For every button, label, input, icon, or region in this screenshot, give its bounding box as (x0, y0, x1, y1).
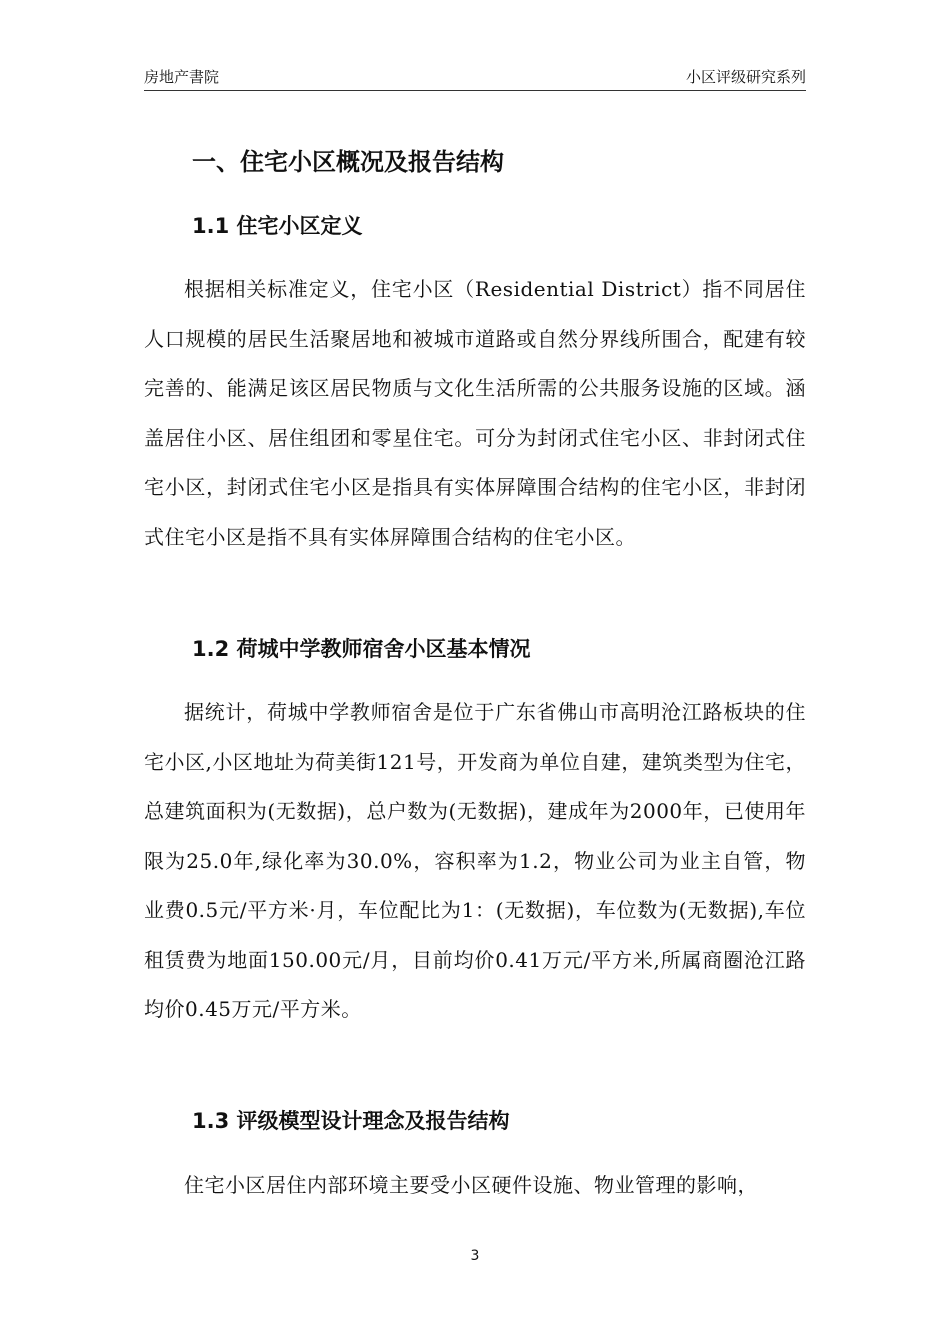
page-header (144, 64, 806, 91)
section-title: 一、住宅小区概况及报告结构 (192, 148, 504, 176)
page-number: 3 (470, 1248, 480, 1264)
paragraph-definition: 根据相关标准定义，住宅小区（Residential District）指不同居住人口规模的居民生活聚居地和被城市道路或自然分界线所围合，配建有较完善的、能满足该区居民物质与文化生活所需的公共服务设施的区域。涵盖居住小区、居住组团和零星住宅。可分为封闭式住宅小区、非封闭式住宅小区，封闭式住宅小区是指具有实体屏障围合结构的住宅小区，非封闭式住宅小区是指不具有实体屏障围合结构的住宅小区。 (144, 277, 806, 549)
subsection-title-basic-info: 1.2 荷城中学教师宿舍小区基本情况 (192, 637, 531, 661)
paragraph-basic-info: 据统计，荷城中学教师宿舍是位于广东省佛山市高明沧江路板块的住宅小区,小区地址为荷美街121号，开发商为单位自建，建筑类型为住宅，总建筑面积为(无数据)，总户数为(无数据)，建成年为2000年，已使用年限为25.0年,绿化率为30.0%，容积率为1.2，物业公司为业主自管，物业费0.5元/平方米·月，车位配比为1：(无数据)，车位数为(无数据),车位租赁费为地面150.00元/月，目前均价0.41万元/平方米,所属商圈沧江路均价0.45万元/平方米。 (144, 700, 806, 1021)
paragraph-model-design: 住宅小区居住内部环境主要受小区硬件设施、物业管理的影响， (184, 1173, 758, 1197)
subsection-title-definition: 1.1 住宅小区定义 (192, 214, 363, 238)
header-publisher: 房地产書院 (144, 68, 220, 86)
header-series-title: 小区评级研究系列 (685, 68, 806, 86)
subsection-title-model-design: 1.3 评级模型设计理念及报告结构 (192, 1109, 510, 1133)
